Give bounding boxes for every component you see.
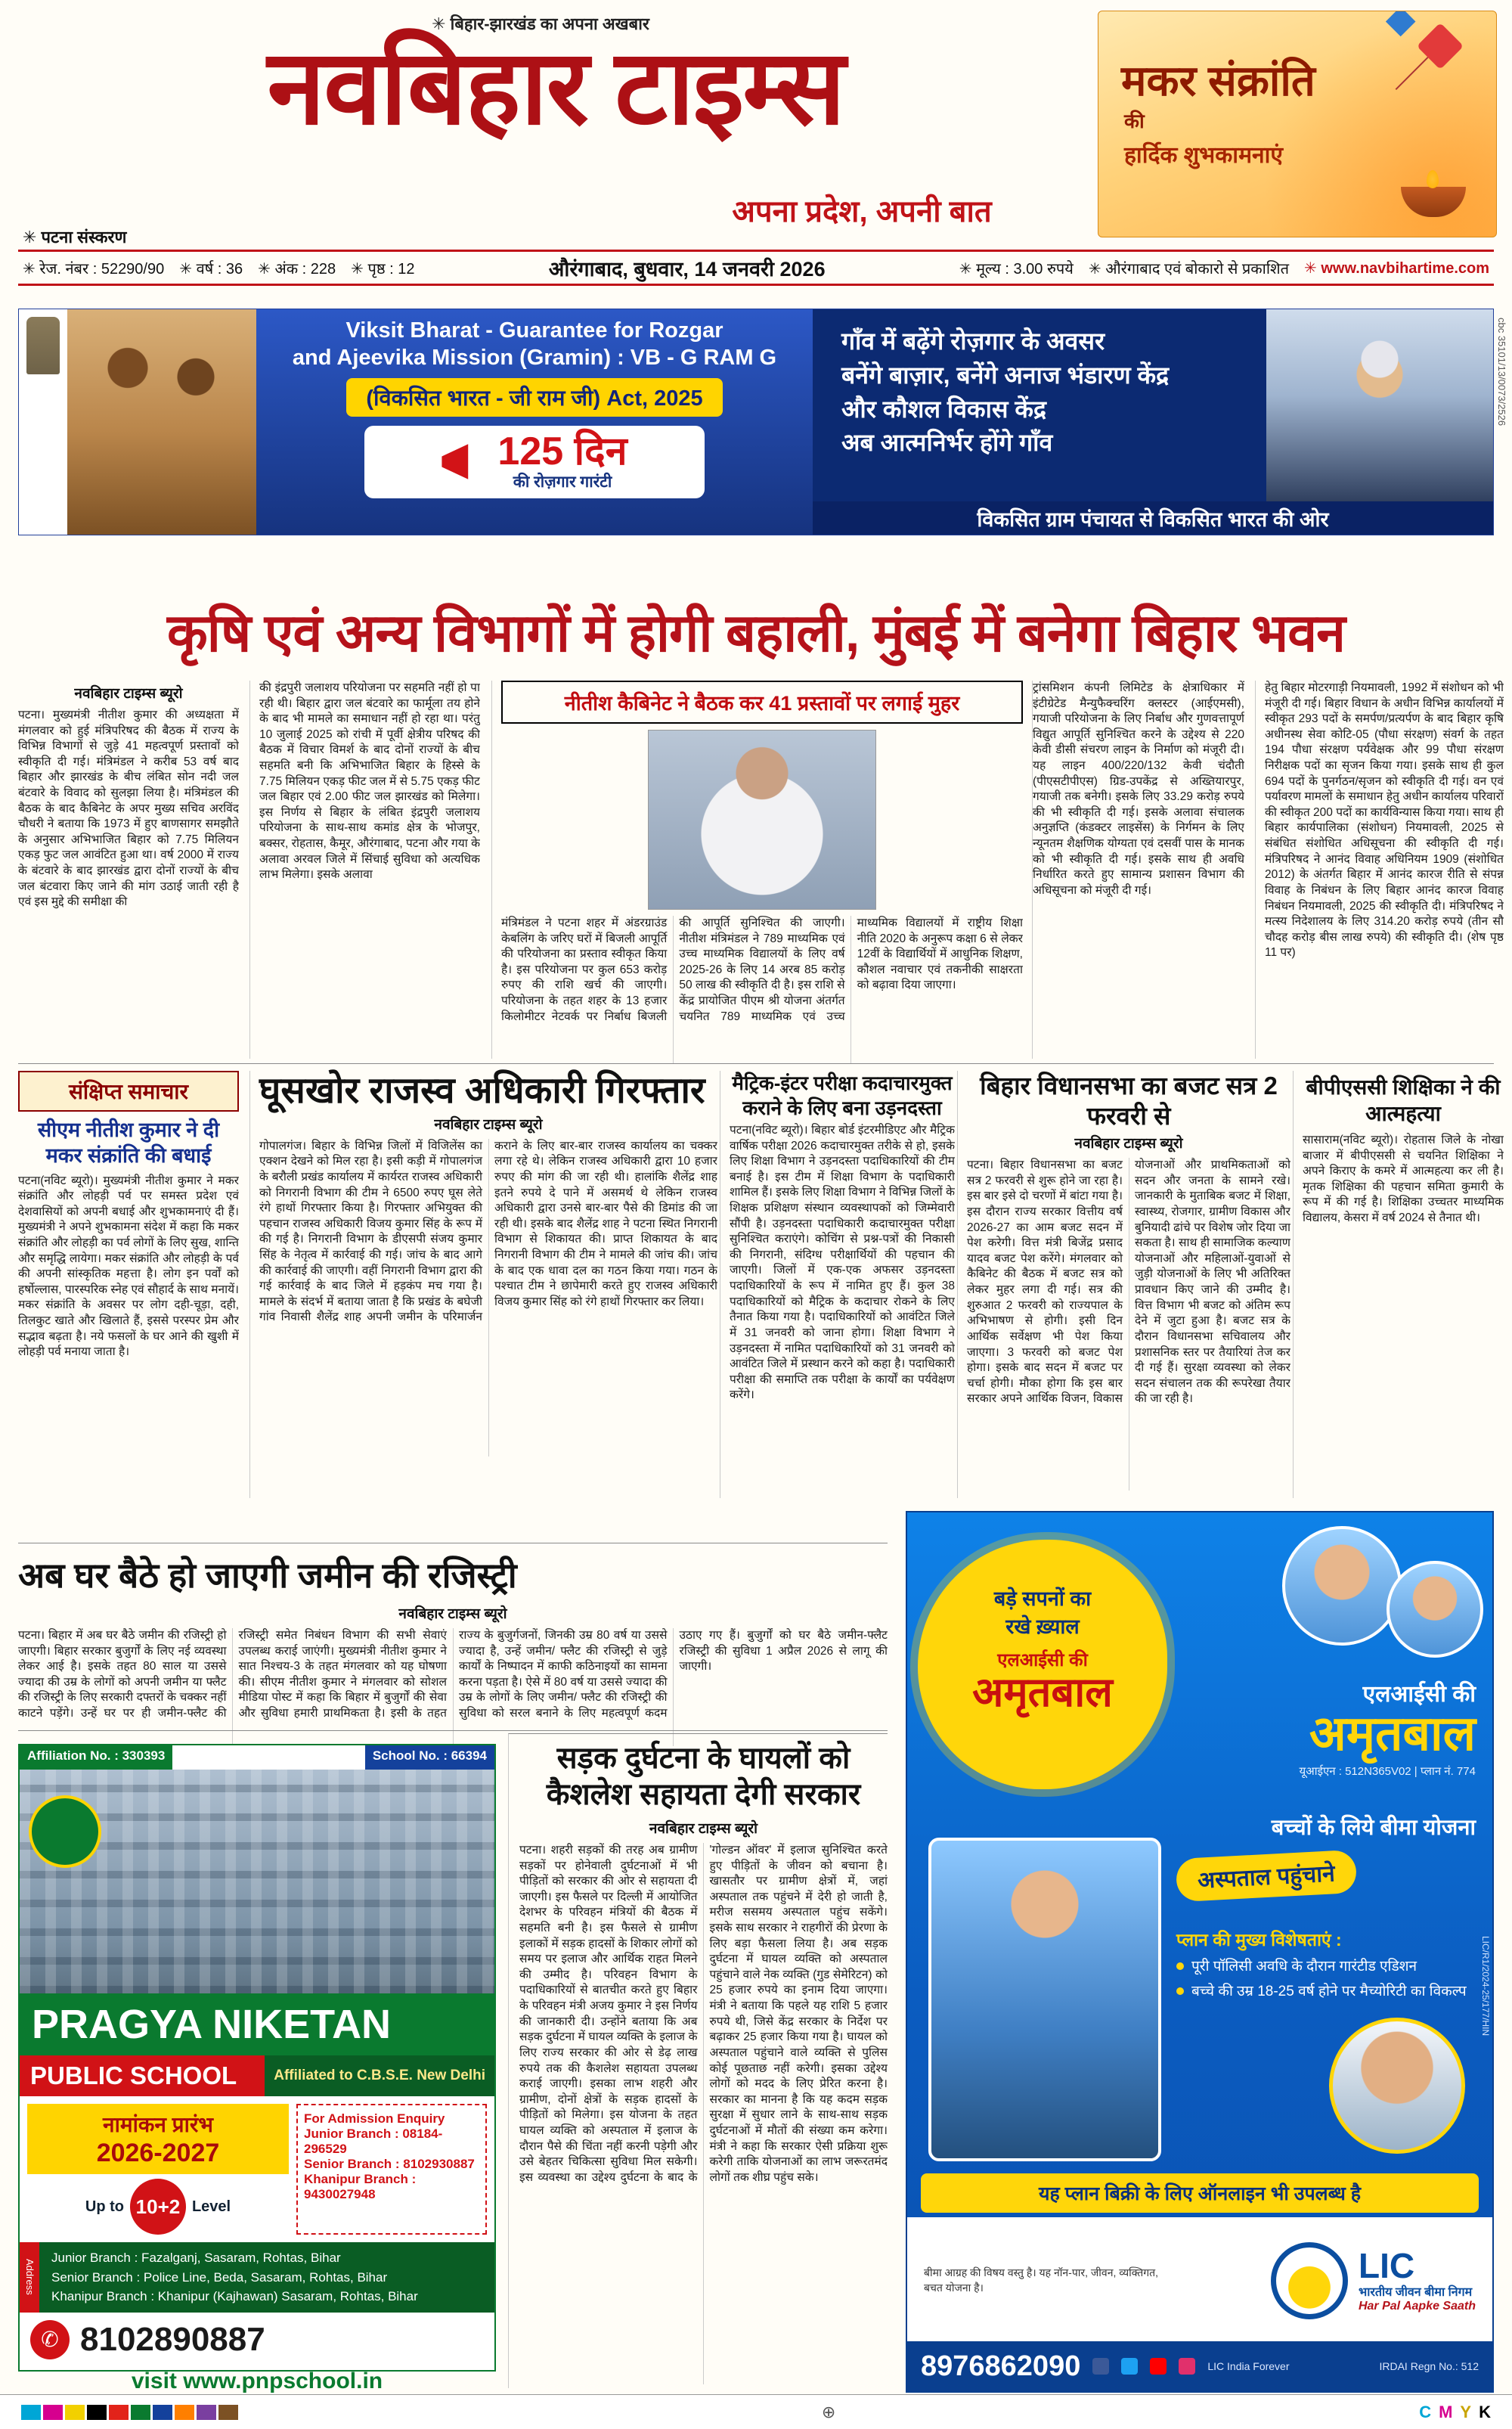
admission-label: नामांकन प्रारंभ <box>103 2113 213 2136</box>
festival-line3: हार्दिक शुभकामनाएं <box>1124 143 1284 168</box>
lic-features <box>1176 1927 1479 2006</box>
lead-column-1 <box>18 681 239 1059</box>
school-branches <box>20 2242 494 2313</box>
exam-headline: मैट्रिक-इंटर परीक्षा कदा​चारमुक्त कराने के लिए बना उड़नदस्ता <box>732 1072 953 1119</box>
lic-ref-code: LIC/R1/2024-25/177/HIN <box>1480 1936 1491 2037</box>
banner-title-line1: Viksit Bharat - Guarantee for Rozgar <box>345 318 723 343</box>
registry-text: पटना। बिहार में अब घर बैठे जमीन की रजिस्ट्री हो जाएगी। बिहार सरकार बुजुर्गों के लिए नई व्यवस्था लेकर आई है। इसके तहत 80 साल या उससे ज्यादा की उम्र के लोगों को अपनी जमीन या फ्लैट की रजिस्ट्री के लिए सरकारी दफ्तरों के चक्कर नहीं काटने पड़ेंगे। उन्हें घर पर ही जमीन-फ्लैट की रजिस्ट्री समेत निबंधन विभाग की सभी सेवाएं उपलब्ध कराई जाएंगी। मुख्यमंत्री नीतीश कुमार ने सात निश्चय-3 के तहत मंगलवार को यह घोषणा की। सीएम नीतीश कुमार ने मंगलवार को सोशल मीडिया पोस्ट में कहा कि बिहार में बुजुर्गों की सेवा और सुविधा हमारी प्राथमिकता है। इसी के तहत राज्य के बुजुर्गजनों, जिनकी उम्र 80 वर्ष या उससे ज्यादा है, उन्हें जमीन/ फ्लैट की रजिस्ट्री से जुड़े कार्यों के निष्पादन में काफी कठिनाइयों का सामना करना पड़ता है। ऐसे में 80 वर्ष या उससे ज्यादा की उम्र के लोगों के लिए जमीन/ फ्लैट की रजिस्ट्री की सुविधा को सरल बनाने के लिए महत्वपूर्ण कदम उठाए गए हैं। बुजुर्गों को घर बैठे जमीन-फ्लैट रजिस्ट्री की सुविधा 1 अप्रैल 2026 से लागू की जाएगी। <box>18 1629 888 1720</box>
branch-line: Senior Branch : Police Line, Beda, Sasaram, Rohtas, Bihar <box>51 2269 388 2285</box>
festival-line1: मकर संक्रांति <box>1121 57 1315 104</box>
school-website: visit www.pnpschool.in <box>131 2368 383 2393</box>
enquiry-title: For Admission Enquiry <box>304 2111 445 2126</box>
government-banner-ad <box>18 309 1494 535</box>
lic-brand-block <box>1181 1677 1476 1779</box>
workers-photo <box>67 309 256 535</box>
lic-yellow-blob <box>918 1540 1167 1789</box>
diya-icon <box>1401 187 1466 217</box>
banner-point: गाँव में बढ़ेंगे रोज़गार के अवसर <box>841 327 1105 355</box>
registry-article <box>18 1543 888 1725</box>
lic-blob-line3: एलआईसी की <box>997 1650 1088 1671</box>
banner-right <box>813 309 1493 535</box>
masthead-tagline: ✳ बिहार-झारखंड का अपना अखबार <box>432 14 649 33</box>
infobar-right <box>959 258 1489 278</box>
lic-blob-line1: बड़े सपनों का <box>993 1587 1092 1610</box>
child-doctor-photo <box>1282 1526 1402 1646</box>
cmyk-k: K <box>1479 2402 1491 2421</box>
branch-line: Junior Branch : Fazalganj, Sasaram, Rohtas, Bihar <box>51 2251 341 2265</box>
lic-plan-subtitle: बच्चों के लिये बीमा योजना <box>1271 1816 1476 1840</box>
level-badge: 10+2 <box>130 2179 186 2235</box>
cabinet-box <box>491 681 1033 1059</box>
lic-irdai-number: IRDAI Regn No.: 512 <box>1379 2360 1479 2372</box>
child-graduate-photo <box>928 1838 1161 2161</box>
masthead-infobar <box>18 250 1494 286</box>
lic-disclaimer: बीमा आग्रह की विषय वस्तु है। यह नॉन-पार, जीवन, व्यक्तिगत, बचत योजना है। <box>924 2266 1159 2294</box>
school-phone-number: 8102890887 <box>80 2320 265 2358</box>
exam-text: पटना(नविट ब्यूरो)। बिहार बोर्ड इंटरमीडिएट और मैट्रिक वार्षिक परीक्षा 2026 कदाचारमुक्त तरीके से हो, इसके लिए शिक्षा विभाग ने उड़नदस्ता पदाधिकारियों की टीम बनाई है। इस टीम में शिक्षा विभाग के पदाधिकारी शामिल हैं। इसके लिए शिक्षा विभाग ने विभिन्न जिलों के शिक्षक प्रशिक्षण संस्थान व्यवस्थापकों को जिम्मेवारी सौंपी है। उड़नदस्ता पदाधिकारी कदाचारमुक्त परीक्षा सुनिश्चित कराएंगे। कोचिंग से प्रश्न-पत्रों की निकासी की निगरानी, संदिग्ध परीक्षार्थियों की पहचान की जाएगी। जिलों में एक-एक अफसर उड़नदस्ता पदाधिकारियों के रूप में नामित हुए हैं। कुल 38 पदाधिकारियों को मैट्रिक के कदाचार रोकने के लिए तैनात किया गया है। पदाधिकारियों को आवंटित जिले में 31 जनवरी को जाना होगा। शिक्षा विभाग ने उड़नदस्ता में नामित पदाधिकारियों को 31 जनवरी को आवंटित जिले में प्रस्थान करने को कहा है। पदाधिकारी परीक्षा की समाप्ति तक परीक्षा के कार्यों का पर्यवेक्षण करेंगे। <box>730 1124 955 1402</box>
lic-footer-strip <box>907 2341 1492 2391</box>
bribe-article <box>249 1071 717 1498</box>
lic-advertisement <box>906 1511 1494 2393</box>
price: ✳ मूल्य : 3.00 रुपये <box>959 260 1074 278</box>
lic-logo <box>1271 2242 1348 2319</box>
bribe-text: गोपालगंज। बिहार के विभिन्न जिलों में विजिलेंस का एक्शन देखने को मिल रहा है। इसी कड़ी में गोपालगंज के बरौली प्रखंड कार्यालय में कार्यरत राजस्व अधिकारी को निगरानी विभाग की टीम ने 6500 रुपए घूस लेते रंगे हाथों गिरफ्तार किया है। गिरफ्तार अभियुक्त की पहचान राजस्व अधिकारी विजय कुमार सिंह के रूप में की गई है। निगरानी विभाग के डीएसपी संजय कुमार सिंह के नेतृत्व में कार्रवाई की गई। जांच के बाद आगे की कार्रवाई की जाएगी। वहीं निगरानी विभाग द्वारा की गई कार्रवाई के बाद जिले में हड़कंप मच गया है। मामले के संदर्भ में बताया जाता है कि प्रखंड के बघेजी गांव निवासी शैलेंद्र शाह अपनी जमीन के परिमार्जन कराने के लिए बार-बार राजस्व कार्यालय का चक्कर लगा रहे थे। लेकिन राजस्व अधिकारी द्वारा 10 हजार रुपए की मांग की जा रही थी। हालांकि शैलेंद्र शाह इतने रुपये दे पाने में असमर्थ थे लेकिन राजस्व अधिकारी द्वारा उनसे बार-बार पैसे की डिमांड की जा रही थी। इसके बाद शैलेंद्र शाह ने पटना स्थित निगरानी विभाग से शिकायत की। प्राप्त शिकायत के बाद निगरानी विभाग की टीम ने मामले की जांच की। जांच के बाद एक धावा दल का गठन किया गया। गठन के पश्चात टीम ने छापेमारी करते हुए राजस्व अधिकारी विजय कुमार सिंह को रंगे हाथों गिरफ्तार कर लिया। <box>259 1139 717 1324</box>
budget-headline: बिहार विधानसभा का बजट सत्र 2 फरवरी से <box>980 1072 1278 1130</box>
registration-mark: ⊕ <box>821 2402 836 2421</box>
school-affiliated-label: Affiliated to C.B.S.E. New Delhi <box>265 2055 494 2096</box>
admission-enquiry-box <box>296 2104 487 2235</box>
print-color-bars <box>21 2405 238 2420</box>
accident-text: पटना। शहरी सड़कों की तरह अब ग्रामीण सड़कों पर होनेवाली दुर्घटनाओं में भी पीड़ितों को सरकार की ओर से सहायता दी जाएगी। इस फैसले पर दिल्ली में आयोजित देशभर के परिवहन मंत्रियों की बैठक में सहमति बनी है। इस फैसले से ग्रामीण इलाकों में सड़क हादसों के शिकार लोगों को समय पर इलाज और आर्थिक राहत मिलने की उम्मीद है। परिवहन विभाग के पदाधिकारियों से बातचीत करते हुए बिहार के परिवहन मंत्री अजय कुमार ने इस निर्णय की जानकारी दी। उन्होंने बताया कि अब सड़क दुर्घटना में घायल व्यक्ति के इलाज के लिए राज्य सरकार की ओर से डेढ़ लाख रुपये तक की कैशलेश सहायता उपलब्ध कराई जाएगी। इसका लाभ शहरी और ग्रामीण, दोनों क्षेत्रों के सड़क हादसों के पीड़ितों को मिलेगा। इस योजना के तहत घायल व्यक्ति को अस्पताल में इलाज के दौरान पैसे की चिंता नहीं करनी पड़ेगी और उसे बेहतर चिकित्सा सुविधा मिल सकेगी। इस व्यवस्था का उद्देश्य दुर्घटना के बाद के 'गोल्डन ऑवर' में इलाज सुनिश्चित करते हुए पीड़ितों के जीवन को बचाना है। खासतौर पर ग्रामीण क्षेत्रों में, जहां अस्पताल तक पहुंचने में देरी हो जाती है, मरीज ससमय अस्पताल पहुंच सकेंगे। इसके साथ सरकार ने राहगीरों की प्रेरणा के लिए बड़ा फैसला लिया है। अब सड़क दुर्घटना में घायल व्यक्ति को अस्पताल पहुंचाने वाले नेक व्यक्ति (गुड सेमेरिटन) को 25 हजार रुपये का इनाम दिया जाएगा। मंत्री ने बताया कि पहले यह राशि 5 हजार रुपये थी, जिसे केंद्र सरकार के निर्देश पर बढ़ाकर 25 हजार किया गया है। घायल को अस्पताल पहुंचाने वाले व्यक्ति से पुलिस कोई पूछताछ नहीं करेगी। इसका उद्देश्य लोगों को मदद के लिए प्रेरित करना है। सरकार का मानना है कि यह कदम सड़क सुरक्षा में सुधार लाने के साथ-साथ सड़क दुर्घटनाओं में मौतों की संख्या कम करेगा। मंत्री ने कहा कि सरकार ऐसी प्रक्रिया शुरू करेगी ताकि योजनाओं का लाभ जरूरतमंद लोगों तक शीघ्र पहुंच सके। <box>519 1844 888 2184</box>
bribe-byline: नवबिहार टाइम्स ब्यूरो <box>434 1116 543 1133</box>
lic-features-title: प्लान की मुख्य विशेषताएं : <box>1176 1930 1342 1950</box>
festival-line2: की <box>1124 110 1145 132</box>
cabinet-box-headline: नीतीश कैबिनेट ने बैठक कर 41 प्रस्तावों पर लगाई मुहर <box>501 681 1023 724</box>
school-phone-row <box>20 2313 494 2367</box>
lead-text-1: पटना। मुख्यमंत्री नीतीश कुमार की अध्यक्षता में मंगलवार को हुई मंत्रिपरिषद की बैठक में राज्य के विभिन्न विभागों से जुड़े 41 महत्वपूर्ण प्रस्तावों को स्वीकृति दी गई। मंत्रिमंडल ने करीब 53 वर्ष बाद बिहार और झारखंड के बीच लंबित सोन नदी जल बंटवारे के विवाद को सुलझा लिया है। मंत्रिमंडल की बैठक के बाद कैबिनेट के अपर मुख्य सचिव अरविंद चौधरी ने बताया कि 1973 में हुए बाणसागर समझौते के अनुसार अभिभाजित बिहार को 7.75 मिलियन एकड़ फुट जल आवंटित हुआ था। वर्ष 2000 में राज्य के बंटवारे के बाद झारखंड द्वारा दोनों राज्यों के बीच जल बंटवारा किए जाने की मांग उठाई जाती रही है एवं इस मुद्दे की समीक्षा की <box>18 709 239 909</box>
paper-title: नवबिहार टाइम्स <box>267 29 844 146</box>
lic-name-en: LIC <box>1358 2246 1415 2285</box>
lic-footer-left: LIC India Forever <box>1207 2360 1290 2372</box>
days-count: 125 दिन <box>497 429 627 473</box>
emblem-column <box>19 309 67 535</box>
banner-center <box>256 309 813 535</box>
lic-logo-wrap <box>1271 2242 1476 2319</box>
upto-label: Up to <box>85 2198 124 2215</box>
accident-byline: नवबिहार टाइम्स ब्यूरो <box>649 1821 758 1837</box>
banner-point: अब आत्मनिर्भर होंगे गाँव <box>841 429 1053 457</box>
days-subtitle: की रोज़गार गारंटी <box>513 473 612 491</box>
brief-news-header: संक्षिप्त समाचार <box>18 1071 239 1112</box>
section-divider <box>18 1063 1494 1064</box>
festival-greeting-ad <box>1098 11 1497 237</box>
enquiry-line: Junior Branch : 08184-296529 <box>304 2127 443 2156</box>
year-number: ✳ वर्ष : 36 <box>179 260 243 278</box>
banner-act-label: (विकसित भारत - जी राम जी) Act, 2025 <box>346 378 722 417</box>
budget-article <box>957 1071 1290 1498</box>
branch-line: Khanipur Branch : Khanipur (Kajhawan) Sasaram, Rohtas, Bihar <box>51 2289 418 2303</box>
lead-byline: नवबिहार टाइम्स ब्यूरो <box>74 686 183 702</box>
lic-feature: बच्चे की उम्र 18-25 वर्ष होने पर मैच्योरिटी का विकल्प <box>1176 1982 1479 2002</box>
reg-number: ✳ रेज. नंबर : 52290/90 <box>23 260 165 278</box>
nitish-kumar-photo <box>648 730 876 910</box>
instagram-icon <box>1179 2358 1195 2375</box>
cmyk-m: M <box>1439 2402 1453 2421</box>
print-footer <box>0 2394 1512 2429</box>
cmyk-marks <box>1419 2403 1491 2422</box>
issue-number: ✳ अंक : 228 <box>258 260 336 278</box>
lic-blob-line2: रखे ख़्याल <box>1005 1615 1080 1638</box>
school-affiliation-no: Affiliation No. : 330393 <box>20 1745 172 1770</box>
bpsc-text: सासाराम(नविट ब्यूरो)। रोहतास जिले के नोखा बाजार में बीपीएससी से चयनित शिक्षिका ने अपने किराए के कमरे में आत्महत्या कर ली है। मृतक शिक्षिका की पहचान समिता कुमारी के रूप में की गई है। शिक्षिका उच्चतर माध्यमिक विद्यालय, केसरा में वर्ष 2024 से तैनात थी। <box>1303 1134 1504 1225</box>
phone-icon: ✆ <box>30 2320 70 2359</box>
banner-point: और कौशल विकास केंद्र <box>841 395 1046 423</box>
lead-text-5: ट्रांसमिशन कंपनी लिमिटेड के क्षेत्राधिकार में इंटीग्रेटेड मैन्युफैक्चरिंग क्लस्टर (आईएमसी), गयाजी परियोजना के लिए निर्बाध और गुणवत्तापूर्ण विद्युत आपूर्ति सुनिश्चित करने के उद्देश्य से 220 केवी डीसी संचरण लाइन के निर्माण को मंजूरी दी। यह लाइन 400/220/132 केवी चंदौती (पीएसटीपीएस) ग्रिड-उपकेंद्र से अख्तियारपुर, गयाजी तक बनेगी। इसके लिए 33.29 करोड़ रुपये की भी स्वीकृति दी गई। इसके अलावा संचालक अनुज्ञप्ति (कंडक्टर लाइसेंस) के निर्गमन के लिए न्यूनतम शैक्षणिक योग्यता एवं दसवीं पास के मानक को भी स्वीकृति दी गई। इसके साथ ही अवधि निर्धारित करते हुए सामान्य प्रशासन विभाग की अधिसूचना को मंजूरी दी गई। <box>1033 681 1244 897</box>
school-name: PRAGYA NIKETAN <box>20 1993 494 2055</box>
accident-article <box>508 1733 888 2388</box>
school-type: PUBLIC SCHOOL <box>20 2055 265 2096</box>
lead-column-6 <box>1255 681 1504 1059</box>
school-logo <box>29 1795 101 1868</box>
level-row <box>27 2179 289 2235</box>
twitter-icon <box>1121 2358 1138 2375</box>
lic-feature: पूरी पॉलिसी अवधि के दौरान गारंटीड एडिशन <box>1176 1957 1479 1978</box>
main-headline: कृषि एवं अन्य विभागों में होगी बहाली, मुंबई में बनेगा बिहार भवन <box>166 603 1345 663</box>
pm-modi-photo <box>1266 309 1493 501</box>
brief-news-headline: सीएम नीतीश कुमार ने दी मकर संक्रांति की बधाई <box>37 1118 220 1167</box>
page-count: ✳ पृष्ठ : 12 <box>351 260 415 278</box>
masthead-subtitle: अपना प्रदेश, अपनी बात <box>732 195 992 228</box>
cmyk-y: Y <box>1460 2402 1472 2421</box>
enquiry-line: Senior Branch : 8102930887 <box>304 2157 475 2171</box>
brief-news-text: पटना(नविट ब्यूरो)। मुख्यमंत्री नीतीश कुमार ने मकर संक्रांति और लोहड़ी पर्व पर समस्त प्रदेश एवं देशवासियों को अपनी बधाई और शुभकामनाएं दी हैं। मुख्यमंत्री ने अपने शुभकामना संदेश में कहा कि मकर संक्रांति और लोहड़ी का पर्व लोगों के लिए सुख, शान्ति और समृद्धि लायेगा। मकर संक्रांति और लोहड़ी के पर्व की अपनी सांस्कृतिक महत्ता है। लोग इन पर्वों को हर्षोल्लास, पारस्परिक स्नेह एवं सौहार्द के साथ मनायें। मकर संक्रांति के अवसर पर लोग दही-चूड़ा, दही, तिलकुट खाते और खिलाते हैं, इससे परस्पर प्रेम और सद्भाव बढ़ता है। नये फसलों के घर आने की खुशी में लोहड़ी पर्व मनाया जाता है। <box>18 1174 239 1359</box>
accident-headline: सड़क दुर्घटना के घायलों को कैशलेश सहायता देगी सरकार <box>546 1742 861 1811</box>
registry-headline: अब घर बैठे हो जाएगी जमीन की रजिस्ट्री <box>18 1556 517 1595</box>
school-top-tags <box>20 1745 494 1770</box>
registry-byline: नवबिहार टाइम्स ब्यूरो <box>398 1606 507 1622</box>
school-middle <box>20 2096 494 2242</box>
budget-byline: नवबिहार टाइम्स ब्यूरो <box>1074 1136 1183 1152</box>
dateline: औरंगाबाद, बुधवार, 14 जनवरी 2026 <box>548 257 826 281</box>
lic-ribbon-label: अस्पताल पहुंचाने <box>1176 1850 1357 1902</box>
lic-phone-number: 8976862090 <box>921 2350 1081 2382</box>
child-photo <box>1387 1561 1483 1658</box>
banner-footer-strip: विकसित ग्राम पंचायत से विकसित भारत की ओर <box>813 501 1493 535</box>
brief-news-section <box>18 1071 239 1498</box>
bribe-headline: घूसखोर राजस्व अधिकारी गिरफ्तार <box>259 1071 705 1111</box>
school-number: School No. : 66394 <box>365 1745 494 1770</box>
school-type-row <box>20 2055 494 2096</box>
lead-text-2: की इंद्रपुरी जलाशय परियोजना पर सहमति नहीं हो पा रही थी। बिहार द्वारा जल बंटवारे का फार्मूला तय होने के बाद भी मामले का समाधान नहीं हो रहा था। परंतु 10 जुलाई 2025 को रांची में पूर्वी क्षेत्रीय परिषद की बैठक में विचार विमर्श के बाद दोनों राज्यों के बीच सहमति बनी कि अभिभाजित बिहार के हिस्से के 7.75 मिलियन एकड़ फीट जल में से 5.75 एकड़ फीट जल बिहार एवं 2.00 फीट जल झारखंड को मिलेगा। इस निर्णय से बिहार के लंबित इंद्रपुरी जलाशय परियोजना के साथ-साथ कमांड क्षेत्र के भोजपुर, बक्सर, रोहतास, कैमूर, औरंगाबाद, पटना और गया के अलावा अरवल जिले में सिंचाई सुविधा को अत्यधिक लाभ मिलेगा। इसके अलावा <box>259 681 480 882</box>
lic-name-hindi: भारतीय जीवन बीमा निगम <box>1358 2286 1473 2299</box>
lic-plan-uin: यूआईएन : 512N365V02 | प्लान नं. 774 <box>1299 1765 1476 1779</box>
infobar-left <box>23 258 415 278</box>
banner-title-line2: and Ajeevika Mission (Gramin) : VB - G RAM G <box>292 346 777 371</box>
lic-online-strip: यह प्लान बिक्री के लिए ऑनलाइन भी उपलब्ध है <box>921 2173 1479 2213</box>
admission-box <box>27 2104 289 2174</box>
cabinet-box-text: मंत्रिमंडल ने पटना शहर में अंडरग्राउंड केबलिंग के जरिए घरों में बिजली आपूर्ति की परियोजना का प्रस्ताव स्वीकृत किया है। इस परियोजना पर कुल 653 करोड़ रुपए की राशि खर्च की जाएगी। परियोजना के तहत शहर के 13 हजार किलोमीटर नेटवर्क पर निर्बाध बिजली की आपूर्ति सुनिश्चित की जाएगी। नीतीश मंत्रिमंडल ने 789 माध्यमिक एवं उच्च माध्यमिक विद्यालयों के लिए वर्ष 2025-26 के लिए 14 अरब 85 करोड़ 50 लाख की स्वीकृति दी है। इस राशि से केंद्र प्रायोजित पीएम श्री योजना अंतर्गत चयनित 789 माध्यमिक एवं उच्च माध्यमिक विद्यालयों में राष्ट्रीय शिक्षा नीति 2020 के अनुरूप कक्षा 6 से लेकर 12वीं के विद्यार्थियों में आधुनिक शिक्षण, कौशल नवाचार एवं तकनीकी साक्षरता को बढ़ावा दिया जाएगा। <box>501 917 1023 1023</box>
exam-article <box>720 1071 955 1498</box>
lead-column-5 <box>1033 681 1244 1059</box>
banner-point: बनेंगे बाज़ार, बनेंगे अनाज भंडारण केंद्र <box>841 361 1170 389</box>
bpsc-headline: बीपीएससी शिक्षिका ने की आत्महत्या <box>1306 1075 1501 1125</box>
lic-blob-line4: अमृतबाल <box>972 1670 1113 1715</box>
lead-column-2 <box>249 681 480 1059</box>
lic-slogan: Har Pal Aapke Saath <box>1358 2300 1476 2313</box>
enquiry-line: Khanipur Branch : 9430027948 <box>304 2172 417 2201</box>
lic-brand-prefix: एलआईसी की <box>1362 1682 1476 1707</box>
website-url: ✳ www.navbihartime.com <box>1304 259 1489 277</box>
advisor-photo <box>1329 2018 1465 2154</box>
edition-label: ✳ पटना संस्करण <box>23 228 127 247</box>
lic-logo-area <box>907 2217 1492 2344</box>
ashoka-emblem-icon <box>26 317 60 374</box>
lead-text-6: हेतु बिहार मोटरगाड़ी नियमावली, 1992 में संशोधन को भी मंजूरी दी गई। बिहार विधान के अधीन विभिन्न कार्यालयों में स्वीकृत 293 पदों के समर्पण/प्रत्यर्पण के बाद बिहार कृषि अधीनस्थ सेवा कोटि-05 (पौधा संरक्षण) संवर्ग के तहत 194 पौधा संरक्षण पर्यवेक्षक और 99 पौधा संरक्षण निरीक्षक पदों का सृजन किया गया। इसके साथ ही कुल 694 पदों के पुनर्गठन/सृजन को स्वीकृति दी गई। वन एवं पर्यावरण मामलों के समाधान हेतु अधीन कार्यालय परिवारों की स्वीकृत 200 पदों का कार्यविन्यास किया गया। साथ ही बिहार कार्यपालिका (संशोधन) नियमावली, 2025 से संबंधित संशोधित अधिसूचना की स्वीकृति दी गई। मंत्रिपरिषद ने आनंद विवाह अधिनियम 1909 (संशोधित 2012) के अंतर्गत बिहार में आनंद कारज रीति से संपन्न विवाह के निबंधन के लिए बिहार आनंद कारज विवाह निबंधन नियमावली, 2025 की स्वीकृति दी। मंत्रिपरिषद ने मत्स्य निदेशालय के लिए 314.20 करोड़ रुपये (तीन सौ चौदह करोड़ बीस लाख रुपये) की स्वीकृति दी। (शेष पृष्ठ 11 पर) <box>1265 681 1504 960</box>
guarantee-box <box>364 426 705 498</box>
lic-plan-name: अमृतबाल <box>1309 1706 1476 1760</box>
address-label: Address <box>20 2242 39 2313</box>
published-from: ✳ औरंगाबाद एवं बोकारो से प्रकाशित <box>1088 260 1290 278</box>
youtube-icon <box>1150 2358 1167 2375</box>
school-advertisement <box>18 1744 496 2393</box>
admission-session: 2026-2027 <box>96 2139 220 2167</box>
level-word: Level <box>191 2198 231 2215</box>
school-building-photo <box>20 1770 494 1993</box>
bpsc-article <box>1293 1071 1504 1498</box>
section-divider <box>18 1730 888 1731</box>
banner-cbc-code: cbc 35101/13/0073/2526 <box>1496 318 1507 427</box>
megaphone-icon <box>442 440 485 484</box>
cmyk-c: C <box>1419 2402 1432 2421</box>
budget-text: पटना। बिहार विधानसभा का बजट सत्र 2 फरवरी से शुरू होने जा रहा है। इस बार इसे दो चरणों में बांटा गया है। इस दौरान राज्य सरकार वित्तीय वर्ष 2026-27 का आम बजट सदन में पेश करेगी। वित्त मंत्री बिजेंद्र प्रसाद यादव बजट पेश करेंगे। मंगलवार को कैबिनेट की बैठक में बजट सत्र को लेकर मुहर लगा दी गई। सत्र की शुरुआत 2 फरवरी को राज्यपाल के अभिभाषण से होगी। इसी दिन आर्थिक सर्वेक्षण भी पेश किया जाएगा। 3 फरवरी को बजट पेश होगा। इसके बाद सदन में बजट पर चर्चा होगी। मौका होगा कि इस बार सरकार अपने आर्थिक विजन, विकास योजनाओं और प्राथमिकताओं को सदन और जनता के सामने रखे। जानकारी के मुताबिक बजट में शिक्षा, स्वास्थ्य, रोजगार, ग्रामीण विकास और बुनियादी ढांचे पर विशेष जोर दिया जा सकता है। साथ ही सामाजिक कल्याण योजनाओं और महिलाओं-युवाओं से जुड़ी योजनाओं के लिए भी अतिरिक्त प्रावधान किए जाने की उम्मीद है। वित्त विभाग भी बजट को अंतिम रूप देने में जुटा हुआ है। बजट सत्र के दौरान विधानसभा सचिवालय और प्रशासनिक स्तर पर तैयारियां तेज कर दी गई हैं। सुरक्षा व्यवस्था को लेकर सदन संचालन तक की रूपरेखा तैयार की जा रही है। <box>967 1159 1290 1406</box>
facebook-icon <box>1092 2358 1109 2375</box>
